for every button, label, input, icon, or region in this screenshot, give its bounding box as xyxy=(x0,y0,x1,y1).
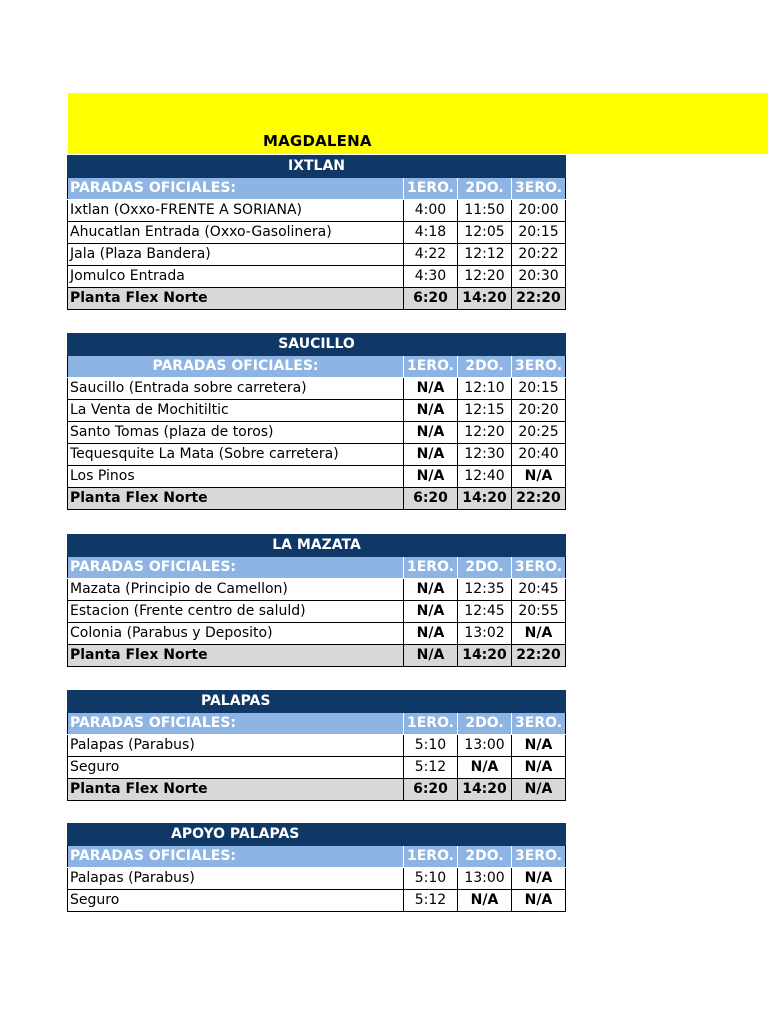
stop-name: Colonia (Parabus y Deposito) xyxy=(68,623,404,645)
second-shift-time: 13:02 xyxy=(458,623,512,645)
third-shift-time: 20:30 xyxy=(512,266,566,288)
table-row xyxy=(68,466,566,488)
table-row xyxy=(68,266,566,288)
first-shift-time: 6:20 xyxy=(404,779,458,801)
second-shift-time: 12:12 xyxy=(458,244,512,266)
stop-name: Palapas (Parabus) xyxy=(68,735,404,757)
table-row xyxy=(68,400,566,422)
destination-name: Planta Flex Norte xyxy=(68,645,404,667)
second-shift-header: 2DO. xyxy=(458,713,512,735)
third-shift-time: 20:15 xyxy=(512,222,566,244)
column-header-row xyxy=(68,846,566,868)
table-row xyxy=(68,422,566,444)
table-row xyxy=(68,378,566,400)
column-header-row xyxy=(68,557,566,579)
schedule-table xyxy=(67,155,566,310)
route-title: APOYO PALAPAS xyxy=(68,824,566,846)
page-title: MAGDALENA xyxy=(263,132,372,150)
first-shift-time: 4:22 xyxy=(404,244,458,266)
second-shift-time: 14:20 xyxy=(458,779,512,801)
first-shift-time: 5:12 xyxy=(404,757,458,779)
second-shift-time: 12:35 xyxy=(458,579,512,601)
stop-name: Los Pinos xyxy=(68,466,404,488)
third-shift-time: N/A xyxy=(512,757,566,779)
route-la-mazata xyxy=(67,534,566,667)
second-shift-time: 14:20 xyxy=(458,645,512,667)
third-shift-time: 22:20 xyxy=(512,288,566,310)
third-shift-header: 3ERO. xyxy=(512,713,566,735)
second-shift-header: 2DO. xyxy=(458,557,512,579)
second-shift-time: 12:20 xyxy=(458,422,512,444)
column-header-row xyxy=(68,713,566,735)
first-shift-time: N/A xyxy=(404,623,458,645)
first-shift-time: 5:10 xyxy=(404,868,458,890)
first-shift-time: 6:20 xyxy=(404,288,458,310)
third-shift-time: N/A xyxy=(512,623,566,645)
first-shift-time: N/A xyxy=(404,466,458,488)
second-shift-header: 2DO. xyxy=(458,846,512,868)
third-shift-time: 20:45 xyxy=(512,579,566,601)
stop-name: Santo Tomas (plaza de toros) xyxy=(68,422,404,444)
second-shift-time: 14:20 xyxy=(458,288,512,310)
third-shift-time: 20:22 xyxy=(512,244,566,266)
first-shift-header: 1ERO. xyxy=(404,557,458,579)
table-row xyxy=(68,868,566,890)
first-shift-header: 1ERO. xyxy=(404,846,458,868)
table-row xyxy=(68,735,566,757)
second-shift-time: 13:00 xyxy=(458,735,512,757)
table-row xyxy=(68,579,566,601)
stop-name: Seguro xyxy=(68,757,404,779)
first-shift-time: N/A xyxy=(404,400,458,422)
stops-header: PARADAS OFICIALES: xyxy=(68,557,404,579)
schedule-table xyxy=(67,534,566,667)
route-apoyo-palapas xyxy=(67,823,566,912)
stop-name: Palapas (Parabus) xyxy=(68,868,404,890)
route-title: IXTLAN xyxy=(68,156,566,178)
second-shift-time: 12:10 xyxy=(458,378,512,400)
first-shift-header: 1ERO. xyxy=(404,713,458,735)
table-row xyxy=(68,244,566,266)
third-shift-header: 3ERO. xyxy=(512,178,566,200)
first-shift-time: 5:10 xyxy=(404,735,458,757)
stop-name: Tequesquite La Mata (Sobre carretera) xyxy=(68,444,404,466)
second-shift-time: 14:20 xyxy=(458,488,512,510)
third-shift-header: 3ERO. xyxy=(512,846,566,868)
route-title: PALAPAS xyxy=(68,691,566,713)
stops-header: PARADAS OFICIALES: xyxy=(68,846,404,868)
third-shift-time: 20:40 xyxy=(512,444,566,466)
route-title: SAUCILLO xyxy=(68,334,566,356)
first-shift-time: 4:18 xyxy=(404,222,458,244)
third-shift-time: 20:25 xyxy=(512,422,566,444)
second-shift-time: 12:40 xyxy=(458,466,512,488)
route-title: LA MAZATA xyxy=(68,535,566,557)
third-shift-time: 22:20 xyxy=(512,645,566,667)
stop-name: Jala (Plaza Bandera) xyxy=(68,244,404,266)
second-shift-header: 2DO. xyxy=(458,178,512,200)
schedule-table xyxy=(67,333,566,510)
second-shift-time: 13:00 xyxy=(458,868,512,890)
first-shift-time: N/A xyxy=(404,579,458,601)
route-palapas xyxy=(67,690,566,801)
first-shift-time: 6:20 xyxy=(404,488,458,510)
stop-name: Ahucatlan Entrada (Oxxo-Gasolinera) xyxy=(68,222,404,244)
third-shift-header: 3ERO. xyxy=(512,557,566,579)
table-row xyxy=(68,222,566,244)
stop-name: Seguro xyxy=(68,890,404,912)
first-shift-time: N/A xyxy=(404,601,458,623)
second-shift-header: 2DO. xyxy=(458,356,512,378)
first-shift-time: N/A xyxy=(404,422,458,444)
stop-name: Ixtlan (Oxxo-FRENTE A SORIANA) xyxy=(68,200,404,222)
total-row xyxy=(68,779,566,801)
third-shift-time: 20:00 xyxy=(512,200,566,222)
third-shift-time: N/A xyxy=(512,890,566,912)
second-shift-time: 12:15 xyxy=(458,400,512,422)
second-shift-time: 12:45 xyxy=(458,601,512,623)
second-shift-time: 12:20 xyxy=(458,266,512,288)
second-shift-time: 12:05 xyxy=(458,222,512,244)
total-row xyxy=(68,288,566,310)
route-ixtlan xyxy=(67,155,566,310)
third-shift-time: N/A xyxy=(512,868,566,890)
table-row xyxy=(68,601,566,623)
second-shift-time: 12:30 xyxy=(458,444,512,466)
first-shift-time: N/A xyxy=(404,444,458,466)
destination-name: Planta Flex Norte xyxy=(68,488,404,510)
second-shift-time: N/A xyxy=(458,757,512,779)
first-shift-time: N/A xyxy=(404,378,458,400)
stop-name: La Venta de Mochitiltic xyxy=(68,400,404,422)
table-row xyxy=(68,890,566,912)
schedule-table xyxy=(67,823,566,912)
third-shift-time: 20:20 xyxy=(512,400,566,422)
first-shift-time: N/A xyxy=(404,645,458,667)
table-row xyxy=(68,200,566,222)
third-shift-time: 22:20 xyxy=(512,488,566,510)
third-shift-time: 20:15 xyxy=(512,378,566,400)
route-saucillo xyxy=(67,333,566,510)
destination-name: Planta Flex Norte xyxy=(68,779,404,801)
first-shift-time: 5:12 xyxy=(404,890,458,912)
stop-name: Mazata (Principio de Camellon) xyxy=(68,579,404,601)
third-shift-time: N/A xyxy=(512,466,566,488)
stops-header: PARADAS OFICIALES: xyxy=(68,178,404,200)
third-shift-time: N/A xyxy=(512,735,566,757)
second-shift-time: 11:50 xyxy=(458,200,512,222)
first-shift-time: 4:00 xyxy=(404,200,458,222)
column-header-row xyxy=(68,356,566,378)
first-shift-header: 1ERO. xyxy=(404,356,458,378)
first-shift-header: 1ERO. xyxy=(404,178,458,200)
stop-name: Saucillo (Entrada sobre carretera) xyxy=(68,378,404,400)
table-row xyxy=(68,623,566,645)
stop-name: Estacion (Frente centro de saluld) xyxy=(68,601,404,623)
header-banner xyxy=(68,93,768,154)
third-shift-time: 20:55 xyxy=(512,601,566,623)
destination-name: Planta Flex Norte xyxy=(68,288,404,310)
total-row xyxy=(68,488,566,510)
stops-header: PARADAS OFICIALES: xyxy=(68,356,404,378)
stops-header: PARADAS OFICIALES: xyxy=(68,713,404,735)
third-shift-header: 3ERO. xyxy=(512,356,566,378)
first-shift-time: 4:30 xyxy=(404,266,458,288)
schedule-table xyxy=(67,690,566,801)
third-shift-time: N/A xyxy=(512,779,566,801)
column-header-row xyxy=(68,178,566,200)
total-row xyxy=(68,645,566,667)
second-shift-time: N/A xyxy=(458,890,512,912)
table-row xyxy=(68,444,566,466)
table-row xyxy=(68,757,566,779)
stop-name: Jomulco Entrada xyxy=(68,266,404,288)
